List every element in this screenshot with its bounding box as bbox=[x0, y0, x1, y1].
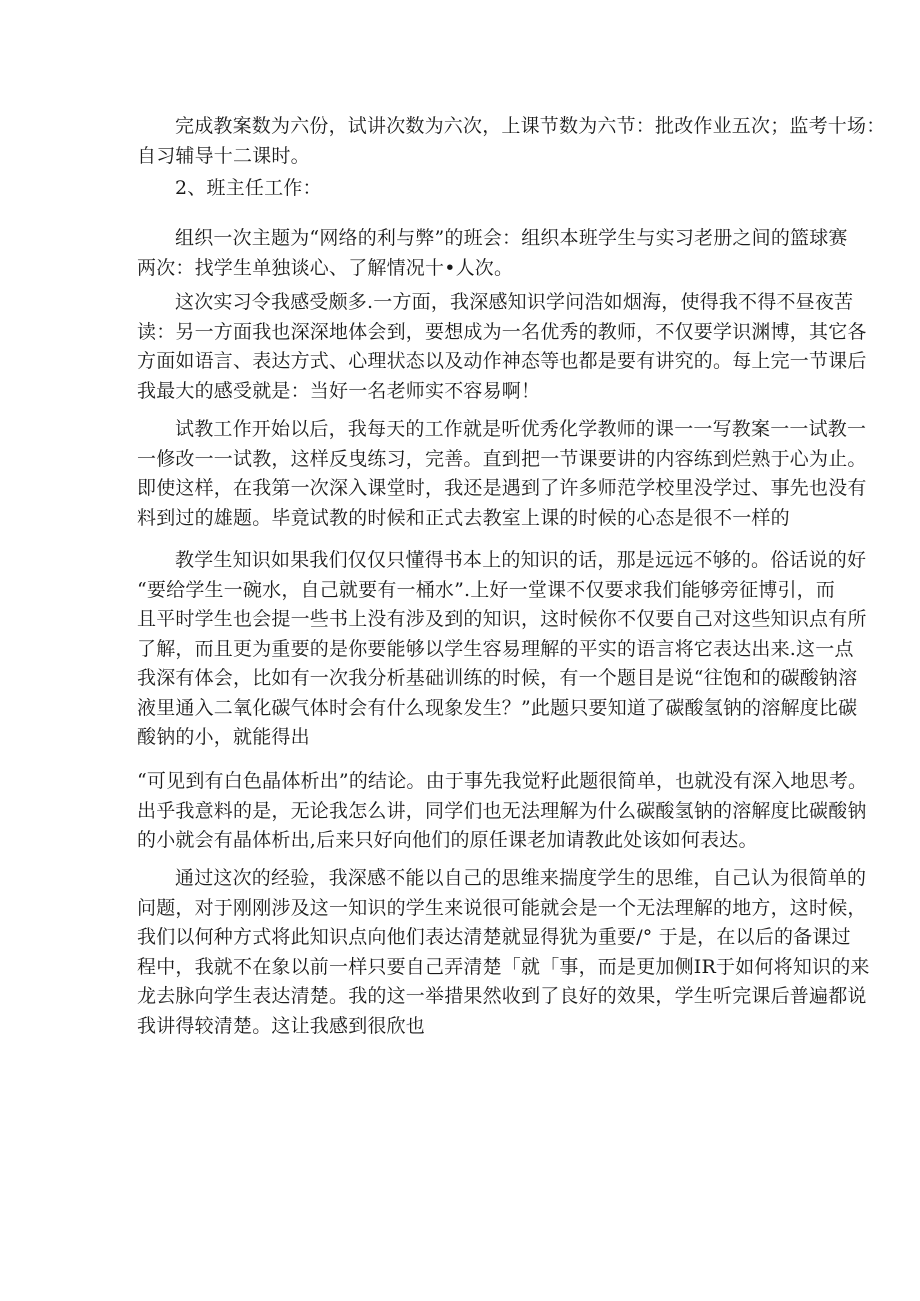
text-line: 试教工作开始以后，我每天的工作就是听优秀化学教师的课一一写教案一一试教一 bbox=[175, 418, 867, 440]
text-line: 问题，对于刚刚涉及这一知识的学生来说很可能就会是一个无法理解的地方，这时候， bbox=[137, 896, 867, 919]
paragraph-trial-teaching bbox=[137, 415, 867, 533]
paragraph-crystal-conclusion bbox=[137, 767, 868, 856]
paragraph-teaching-stats bbox=[137, 112, 886, 171]
text-line: 两次：找学生单独谈心、了解情况十•人次。 bbox=[137, 256, 514, 279]
text-line: 我深有体会，比如有一次我分析基础训练的时候，有一个题目是说“往饱和的碳酸钠溶 bbox=[137, 667, 858, 689]
text-line: 我们以何种方式将此知识点向他们表达清楚就显得犹为重要/° 于是，在以后的备课过 bbox=[137, 926, 851, 948]
text-line: 酸钠的小，就能得出 bbox=[137, 726, 310, 748]
text-line: 我讲得较清楚。这让我感到很欣也 bbox=[137, 1014, 426, 1037]
text-line: 龙去脉向学生表达清楚。我的这一举措果然收到了良好的效果，学生听完课后普遍都说 bbox=[137, 985, 867, 1007]
text-line: 方面如语言、表达方式、心理状态以及动作神态等也都是要有讲究的。每上完一节课后 bbox=[137, 350, 867, 372]
text-line: 程中，我就不在象以前一样只要自己弄清楚「就「事，而是更加侧IR于如何将知识的来 bbox=[137, 955, 870, 978]
text-line: 2、班主任工作： bbox=[175, 177, 322, 199]
text-line: 且平时学生也会提一些书上没有涉及到的知识，这时候你不仅要自己对这些知识点有所 bbox=[137, 608, 867, 630]
text-line: 即使这样，在我第一次深入课堂时，我还是遇到了许多师范学校里没学过、事先也没有 bbox=[137, 477, 867, 499]
text-line: 一修改一一试教，这样反曳练习，完善。直到把一节课要讲的内容练到烂熟于心为止。 bbox=[137, 447, 867, 470]
paragraph-teaching-knowledge bbox=[137, 546, 867, 753]
paragraph-internship-reflection bbox=[137, 288, 867, 406]
text-line: 液里通入二氧化碳气体时会有什么现象发生？”此题只要知道了碳酸氢钠的溶解度比碳 bbox=[137, 696, 858, 719]
text-line: 教学生知识如果我们仅仅只懂得书本上的知识的话，那是远远不够的。俗话说的好 bbox=[175, 549, 867, 571]
text-line: 读：另一方面我也深深地体会到，要想成为一名优秀的教师，不仅要学识渊博，其它各 bbox=[137, 320, 867, 343]
text-line: 通过这次的经验，我深感不能以自己的思维来揣度学生的思维，自己认为很简单的 bbox=[175, 867, 867, 889]
text-line: 完成教案数为六份，试讲次数为六次，上课节数为六节：批改作业五次；监考十场： bbox=[175, 115, 886, 137]
text-line: 组织一次主题为“网络的利与弊”的班会：组织本班学生与实习老册之间的篮球赛 bbox=[175, 227, 848, 249]
text-line: 我最大的感受就是：当好一名老师实不容易啊！ bbox=[137, 379, 541, 402]
text-line: 的小就会有晶体析出,后来只好向他们的原任课老加请教此处该如何表达。 bbox=[137, 829, 758, 851]
text-line: 料到过的雄题。毕竟试教的时候和正式去教室上课的时候的心态是很不一样的 bbox=[137, 506, 790, 529]
section-heading-homeroom bbox=[137, 174, 792, 204]
text-line: 了解，而且更为重要的是你要能够以学生容易理解的平实的语言将它表达出来.这一点 bbox=[137, 637, 854, 660]
text-line: 自习辅导十二课时。 bbox=[137, 144, 310, 167]
text-line: “可见到有白色晶体析出”的结论。由于事先我觉籽此题很简单，也就没有深入地思考。 bbox=[137, 770, 868, 792]
paragraph-homeroom-work bbox=[137, 224, 848, 283]
paragraph-experience-lesson bbox=[137, 864, 870, 1041]
text-line: 出乎我意料的是，无论我怎么讲，同学们也无法理解为什么碳酸氢钠的溶解度比碳酸钠 bbox=[137, 799, 867, 822]
text-line: “要给学生一碗水，自己就要有一桶水”.上好一堂课不仅要求我们能够旁征博引，而 bbox=[137, 578, 836, 601]
text-line: 这次实习令我感受颇多.一方面，我深感知识学问浩如烟海，使得我不得不昼夜苦 bbox=[175, 291, 854, 313]
